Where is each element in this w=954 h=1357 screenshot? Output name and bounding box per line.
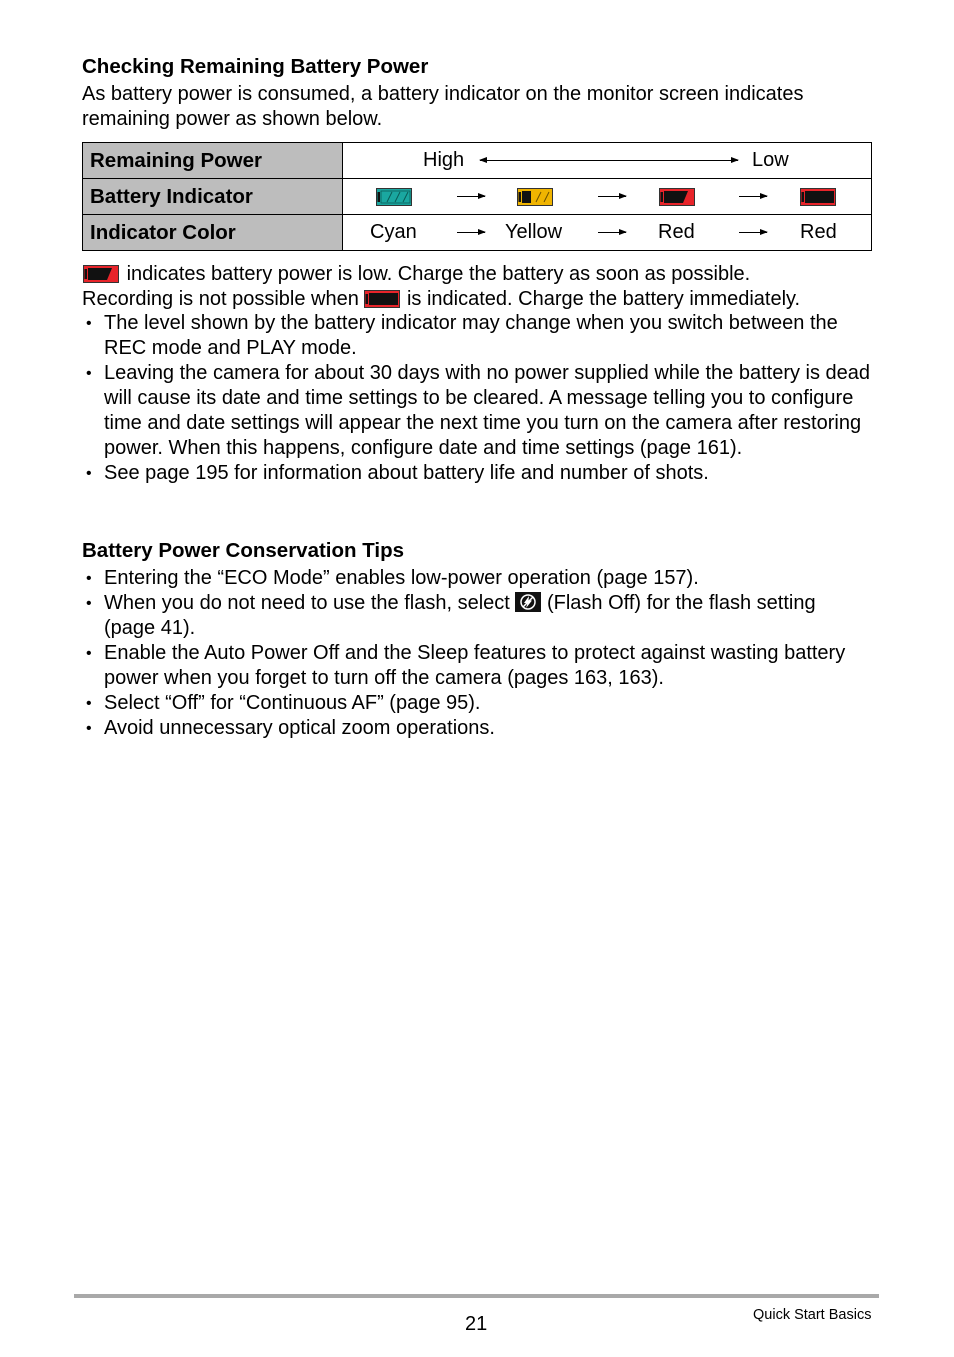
section-title-conservation-tips: Battery Power Conservation Tips xyxy=(82,539,405,562)
footer-divider xyxy=(74,1294,879,1298)
arrow-right-icon xyxy=(739,196,767,197)
row-header: Remaining Power xyxy=(83,143,343,179)
battery-empty-icon xyxy=(364,290,401,308)
row-header: Battery Indicator xyxy=(83,179,343,215)
battery-low-icon xyxy=(659,188,696,206)
empty-battery-text-pre: Recording is not possible when xyxy=(82,288,359,310)
list-item: • Select “Off” for “Continuous AF” (page 95). xyxy=(82,691,872,716)
battery-indicator-cell xyxy=(343,179,872,215)
color-label-cyan: Cyan xyxy=(370,221,417,243)
arrow-right-icon xyxy=(739,232,767,233)
battery-notes-list xyxy=(82,311,872,486)
section-title-checking-battery: Checking Remaining Battery Power xyxy=(82,55,429,78)
list-item: • Enable the Auto Power Off and the Sleep features to protect against wasting battery power when you forget to turn off the camera (pages 163, 163). xyxy=(82,641,872,691)
list-item: • Leaving the camera for about 30 days with no power supplied while the battery is dead will cause its date and time settings to be cleared. A message telling you to configure time and date settings will appear the next time you turn on the camera after restoring power. When this happens, configure date and time settings (page 161). xyxy=(82,361,872,461)
low-label: Low xyxy=(752,149,789,171)
color-label-red-2: Red xyxy=(800,221,837,243)
double-arrow-icon xyxy=(480,160,738,161)
list-item: • The level shown by the battery indicator may change when you switch between the REC mode and PLAY mode. xyxy=(82,311,872,361)
arrow-right-icon xyxy=(457,196,485,197)
color-label-yellow: Yellow xyxy=(505,221,563,243)
table-row-remaining-power xyxy=(83,143,872,179)
low-battery-text: indicates battery power is low. Charge the battery as soon as possible. xyxy=(126,263,751,285)
table-row-battery-indicator xyxy=(83,179,872,215)
color-label-red: Red xyxy=(658,221,695,243)
table-row-indicator-color xyxy=(83,215,872,251)
low-battery-note xyxy=(82,262,882,287)
empty-battery-note xyxy=(82,287,882,312)
battery-table xyxy=(82,142,872,251)
flash-tip-text-post: (Flash Off) for the flash setting (page 41). xyxy=(104,592,816,639)
footer-section-label: Quick Start Basics xyxy=(753,1307,872,1323)
battery-two-thirds-icon xyxy=(517,188,554,206)
battery-low-icon xyxy=(82,265,121,283)
battery-full-icon xyxy=(376,188,413,206)
empty-battery-text-post: is indicated. Charge the battery immediately. xyxy=(406,288,801,310)
arrow-right-icon xyxy=(457,232,485,233)
arrow-right-icon xyxy=(598,196,626,197)
page-number: 21 xyxy=(465,1313,488,1335)
flash-tip-text-pre: When you do not need to use the flash, select xyxy=(104,592,510,614)
indicator-color-cell xyxy=(343,215,872,251)
battery-empty-icon xyxy=(800,188,837,206)
intro-paragraph: As battery power is consumed, a battery indicator on the monitor screen indicates remaining power as shown below. xyxy=(82,83,804,130)
conservation-tips-list xyxy=(82,566,872,741)
list-item: • Entering the “ECO Mode” enables low-power operation (page 157). xyxy=(82,566,872,591)
list-item: • See page 195 for information about battery life and number of shots. xyxy=(82,461,872,486)
high-label: High xyxy=(423,149,465,171)
list-item: • Avoid unnecessary optical zoom operations. xyxy=(82,716,872,741)
flash-off-icon xyxy=(515,592,541,612)
remaining-power-cell xyxy=(343,143,872,179)
row-header: Indicator Color xyxy=(83,215,343,251)
list-item xyxy=(82,591,872,641)
arrow-right-icon xyxy=(598,232,626,233)
